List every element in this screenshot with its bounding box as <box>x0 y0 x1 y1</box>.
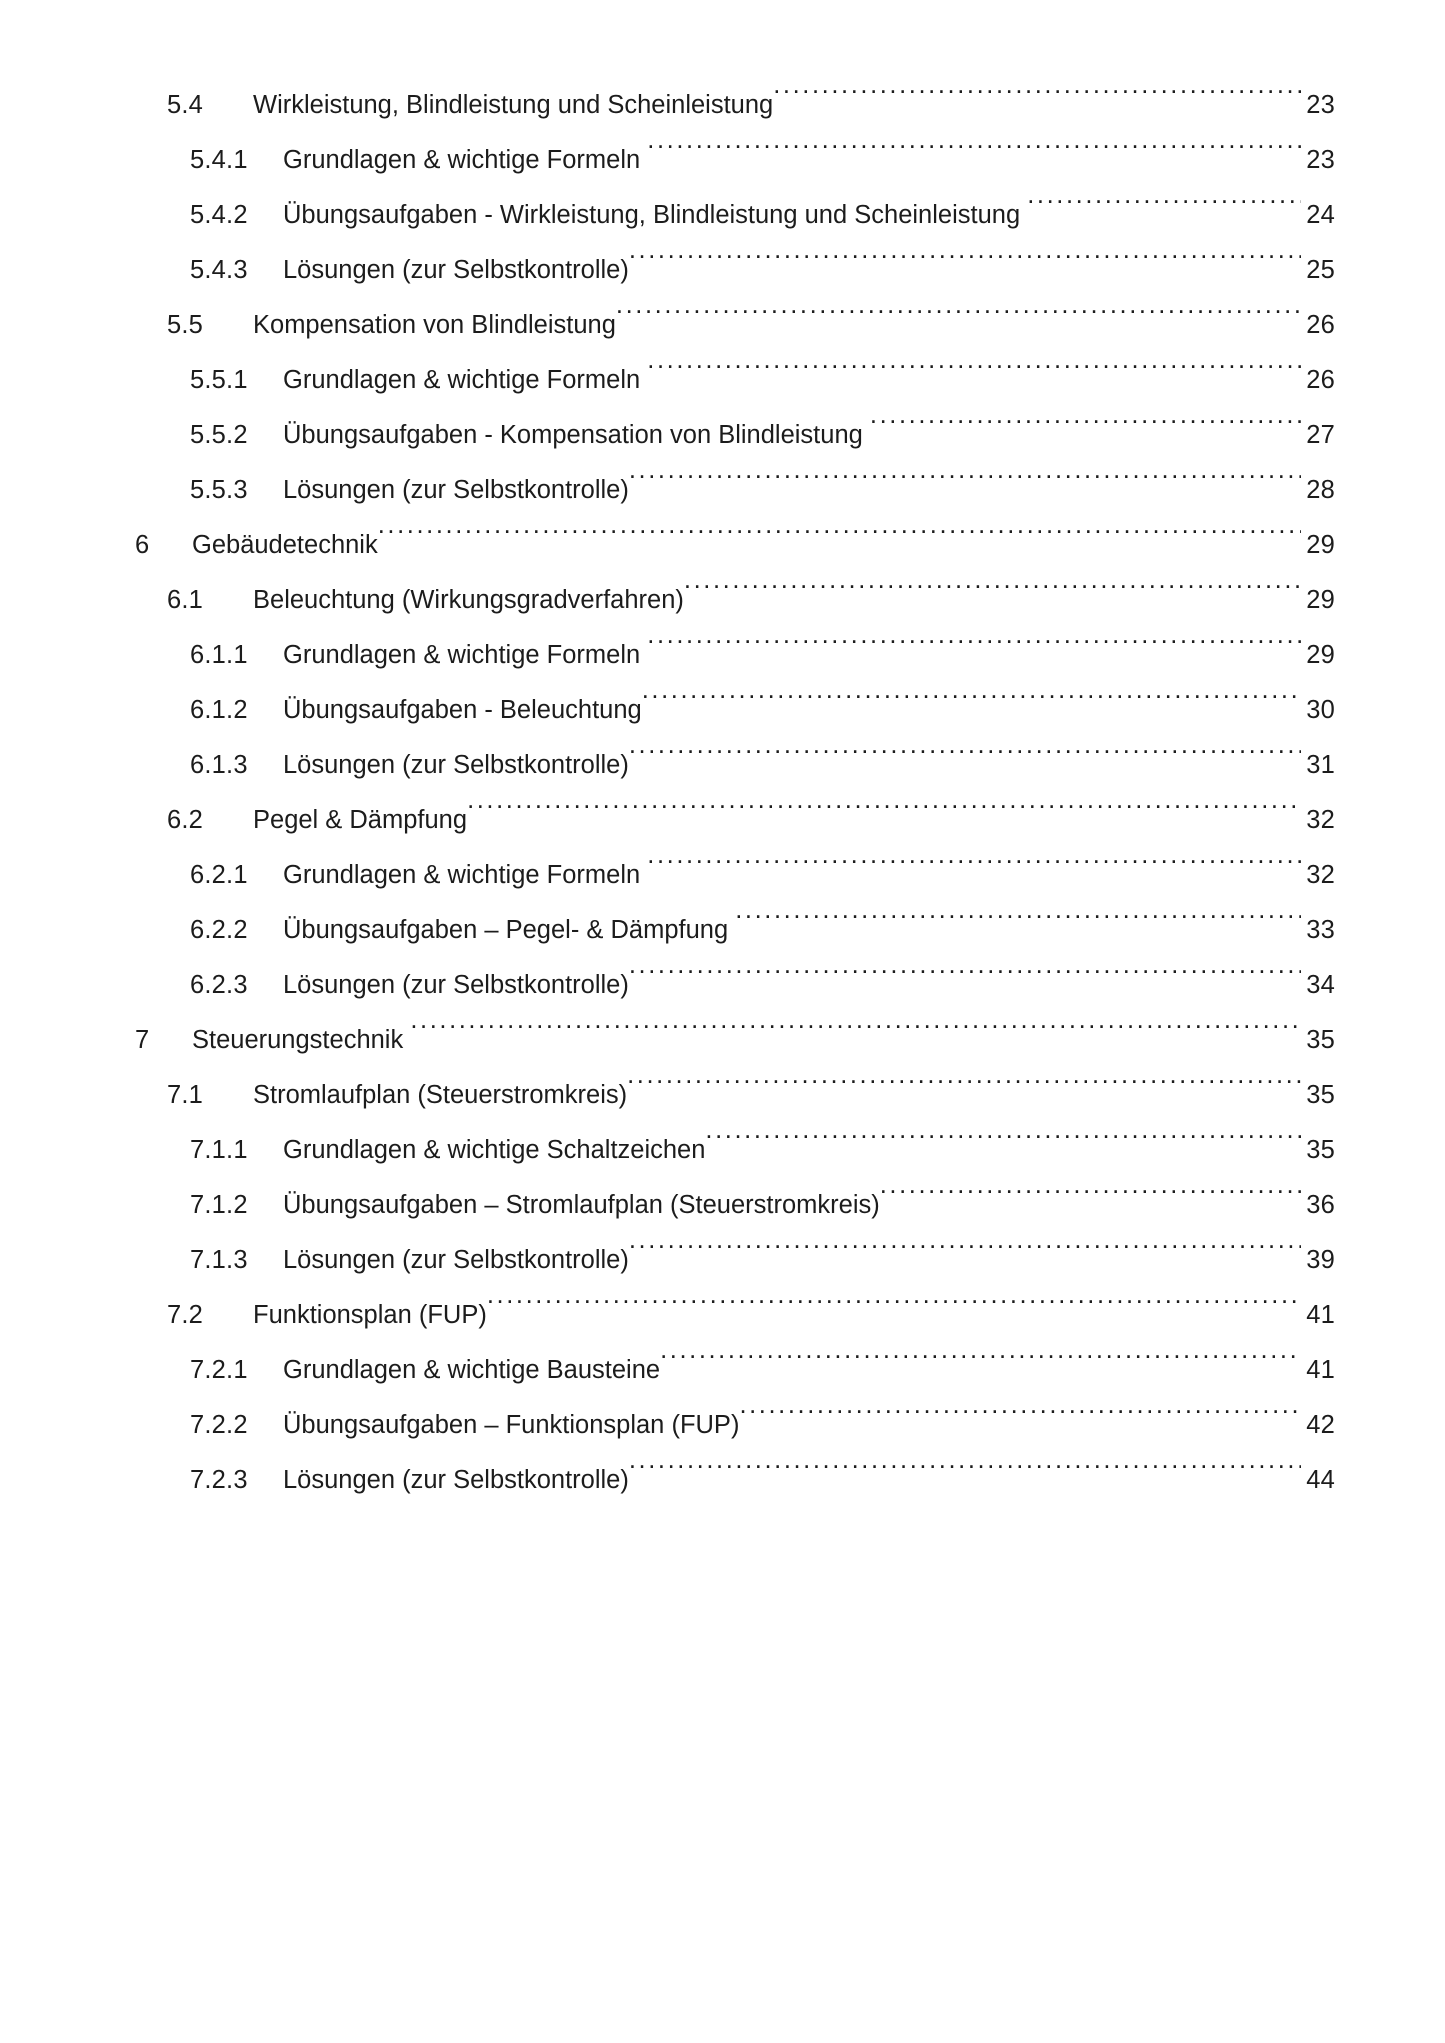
toc-entry-page-number: 23 <box>1306 91 1335 119</box>
toc-entry-title: Gebäudetechnik <box>192 531 378 559</box>
toc-entry-number: 5.4 <box>167 91 204 119</box>
toc-entry-title: Lösungen (zur Selbstkontrolle) <box>283 971 629 999</box>
toc-dot-leader <box>467 773 1301 828</box>
toc-dot-leader <box>1027 168 1301 223</box>
toc-entry-number: 6.1.3 <box>190 751 248 779</box>
toc-entry-page-number: 29 <box>1306 531 1335 559</box>
toc-dot-leader <box>647 608 1301 663</box>
toc-entry-title: Pegel & Dämpfung <box>253 806 468 834</box>
toc-entry-title: Übungsaufgaben - Beleuchtung <box>283 696 642 724</box>
toc-dot-leader <box>735 883 1301 938</box>
toc-entry-page-number: 36 <box>1306 1191 1335 1219</box>
toc-entry-page-number: 44 <box>1306 1466 1335 1494</box>
toc-entry-number: 6.1.2 <box>190 696 248 724</box>
toc-entry-number: 6.2 <box>167 806 204 834</box>
toc-entry-number: 5.4.3 <box>190 256 248 284</box>
toc-entry-title: Stromlaufplan (Steuerstromkreis) <box>253 1081 628 1109</box>
toc-entry-page-number: 35 <box>1306 1026 1335 1054</box>
toc-entry-title: Grundlagen & wichtige Formeln <box>283 861 641 889</box>
toc-entry-page-number: 34 <box>1306 971 1335 999</box>
toc-entry-title: Grundlagen & wichtige Bausteine <box>283 1356 661 1384</box>
toc-entry-title: Übungsaufgaben - Kompensation von Blindleistung <box>283 421 863 449</box>
toc-entry-page-number: 35 <box>1306 1081 1335 1109</box>
toc-entry-number: 7.1.2 <box>190 1191 248 1219</box>
toc-dot-leader <box>629 443 1301 498</box>
toc-entry-page-number: 29 <box>1306 641 1335 669</box>
toc-dot-leader <box>629 223 1301 278</box>
toc-dot-leader <box>629 1433 1301 1488</box>
toc-entry-page-number: 32 <box>1306 861 1335 889</box>
toc-entry-title: Lösungen (zur Selbstkontrolle) <box>283 476 629 504</box>
toc-dot-leader <box>629 938 1301 993</box>
toc-entry-number: 6.1.1 <box>190 641 248 669</box>
toc-entry-number: 7.2.1 <box>190 1356 248 1384</box>
toc-dot-leader <box>739 1378 1301 1433</box>
toc-entry-title: Grundlagen & wichtige Formeln <box>283 146 641 174</box>
toc-entry-page-number: 35 <box>1306 1136 1335 1164</box>
toc-entry-page-number: 26 <box>1306 311 1335 339</box>
toc-entry-title: Übungsaufgaben – Stromlaufplan (Steuerstromkreis) <box>283 1191 880 1219</box>
toc-entry-number: 5.5.1 <box>190 366 248 394</box>
toc-dot-leader <box>642 663 1301 718</box>
toc-dot-leader <box>660 1323 1301 1378</box>
toc-entry-number: 7.1.1 <box>190 1136 248 1164</box>
toc-dot-leader <box>870 388 1301 443</box>
toc-entry-title: Übungsaufgaben – Pegel- & Dämpfung <box>283 916 729 944</box>
toc-entry-page-number: 41 <box>1306 1356 1335 1384</box>
toc-entry-title: Kompensation von Blindleistung <box>253 311 616 339</box>
toc-entry-title: Lösungen (zur Selbstkontrolle) <box>283 256 629 284</box>
toc-dot-leader <box>773 58 1301 113</box>
toc-entry-number: 6.1 <box>167 586 204 614</box>
toc-entry[interactable] <box>0 58 1445 119</box>
toc-entry-title: Grundlagen & wichtige Formeln <box>283 641 641 669</box>
toc-dot-leader <box>705 1103 1301 1158</box>
toc-dot-leader <box>487 1268 1301 1323</box>
toc-entry-title: Grundlagen & wichtige Formeln <box>283 366 641 394</box>
toc-entry-number: 7.2.2 <box>190 1411 248 1439</box>
toc-dot-leader <box>629 1213 1301 1268</box>
toc-dot-leader <box>378 498 1301 553</box>
toc-entry-page-number: 29 <box>1306 586 1335 614</box>
toc-entry-page-number: 41 <box>1306 1301 1335 1329</box>
toc-entry-number: 6.2.2 <box>190 916 248 944</box>
toc-dot-leader <box>647 333 1301 388</box>
toc-entry-title: Funktionsplan (FUP) <box>253 1301 487 1329</box>
toc-entry-number: 6.2.3 <box>190 971 248 999</box>
toc-entry-title: Übungsaufgaben – Funktionsplan (FUP) <box>283 1411 740 1439</box>
toc-entry-number: 7.2.3 <box>190 1466 248 1494</box>
table-of-contents <box>0 58 1445 1494</box>
toc-entry-number: 7 <box>135 1026 150 1054</box>
toc-entry-page-number: 32 <box>1306 806 1335 834</box>
toc-entry-title: Steuerungstechnik <box>192 1026 404 1054</box>
toc-entry-title: Lösungen (zur Selbstkontrolle) <box>283 1466 629 1494</box>
toc-entry-number: 6.2.1 <box>190 861 248 889</box>
toc-dot-leader <box>647 828 1301 883</box>
toc-entry-page-number: 42 <box>1306 1411 1335 1439</box>
toc-entry-number: 7.2 <box>167 1301 204 1329</box>
toc-dot-leader <box>410 993 1301 1048</box>
toc-entry-page-number: 25 <box>1306 256 1335 284</box>
toc-entry-number: 6 <box>135 531 150 559</box>
toc-entry-title: Wirkleistung, Blindleistung und Scheinleistung <box>253 91 774 119</box>
toc-entry-title: Lösungen (zur Selbstkontrolle) <box>283 751 629 779</box>
toc-entry-number: 5.4.1 <box>190 146 248 174</box>
toc-dot-leader <box>627 1048 1301 1103</box>
toc-entry-page-number: 30 <box>1306 696 1335 724</box>
toc-dot-leader <box>880 1158 1301 1213</box>
toc-entry-number: 5.5.3 <box>190 476 248 504</box>
toc-entry-page-number: 33 <box>1306 916 1335 944</box>
toc-dot-leader <box>684 553 1301 608</box>
toc-entry-number: 7.1 <box>167 1081 204 1109</box>
toc-entry-page-number: 26 <box>1306 366 1335 394</box>
toc-entry-title: Übungsaufgaben - Wirkleistung, Blindleistung und Scheinleistung <box>283 201 1021 229</box>
toc-entry-number: 5.4.2 <box>190 201 248 229</box>
toc-dot-leader <box>629 718 1301 773</box>
toc-entry-number: 5.5.2 <box>190 421 248 449</box>
toc-entry-page-number: 28 <box>1306 476 1335 504</box>
toc-entry-page-number: 23 <box>1306 146 1335 174</box>
toc-entry-number: 7.1.3 <box>190 1246 248 1274</box>
toc-entry-page-number: 27 <box>1306 421 1335 449</box>
toc-entry-title: Lösungen (zur Selbstkontrolle) <box>283 1246 629 1274</box>
toc-dot-leader <box>647 113 1301 168</box>
toc-entry-number: 5.5 <box>167 311 204 339</box>
toc-entry-title: Beleuchtung (Wirkungsgradverfahren) <box>253 586 684 614</box>
toc-dot-leader <box>616 278 1301 333</box>
toc-entry-title: Grundlagen & wichtige Schaltzeichen <box>283 1136 706 1164</box>
toc-entry-page-number: 39 <box>1306 1246 1335 1274</box>
toc-entry-page-number: 31 <box>1306 751 1335 779</box>
toc-entry-page-number: 24 <box>1306 201 1335 229</box>
